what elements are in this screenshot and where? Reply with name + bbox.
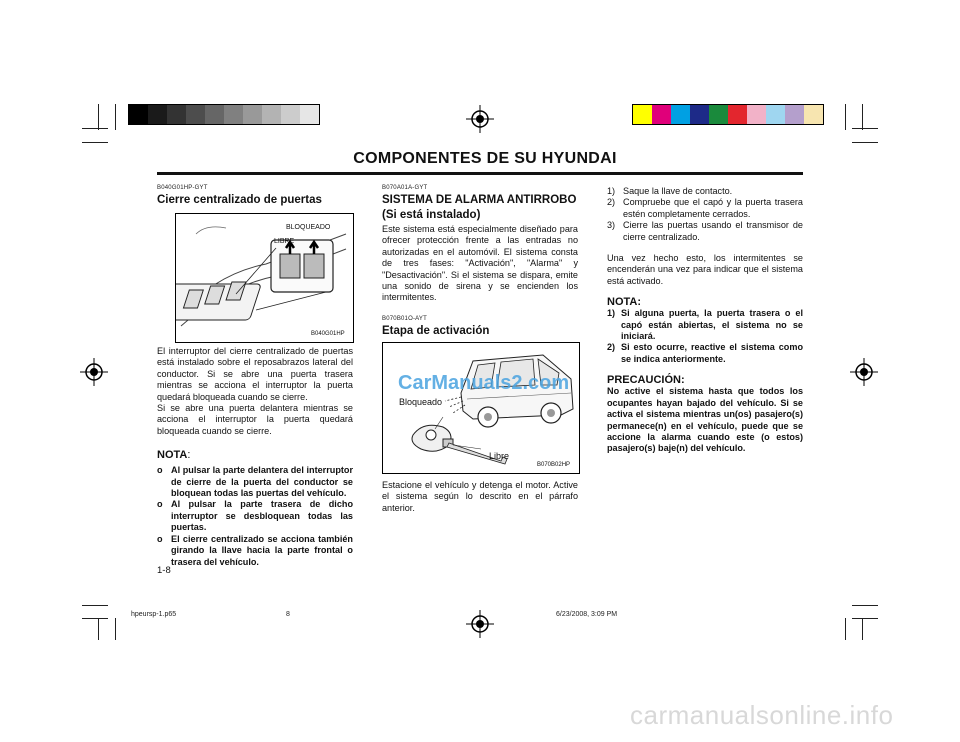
column-2	[382, 185, 578, 338]
list-item: 1) Saque la llave de contacto.	[607, 186, 733, 196]
crop-mark	[862, 104, 863, 130]
page-title: COMPONENTES DE SU HYUNDAI	[353, 150, 617, 167]
paragraph: Una vez hecho esto, los intermitentes se encenderán una vez para indicar que el sistema está activado.	[607, 253, 803, 286]
section-heading: Cierre centralizado de puertas	[157, 194, 322, 206]
section-heading: Etapa de activación	[382, 324, 490, 337]
list-item: 3) Cierre las puertas usando el transmisor de cierre centralizado.	[607, 220, 803, 242]
list-item: o Al pulsar la parte delantera del interruptor de cierre de la puerta del conductor se bloquean todas las puertas del vehículo.	[157, 465, 353, 499]
note-bullet-list	[157, 465, 353, 568]
locked-label: BLOQUEADO	[286, 224, 331, 231]
column-1	[157, 185, 353, 207]
footer-page: 8	[286, 611, 290, 618]
crop-mark	[115, 104, 116, 130]
caution-text: No active el sistema hasta que todos los ocupantes hayan bajado del vehículo. Si se activa el sistema mientras un(os) pasajero(s) permanece(n) en el vehículo, puede que se accione la alarma cuando este (o estos) pasajero(s) baje(n) del vehículo.	[607, 386, 803, 454]
crop-mark	[862, 618, 863, 640]
section-subheading: (Si está instalado)	[382, 209, 481, 221]
vehicle-and-key-illustration	[383, 343, 579, 473]
crop-mark	[852, 128, 878, 129]
color-swatch	[205, 105, 224, 124]
locked-label: Bloqueado	[399, 397, 443, 407]
door-lock-switch-figure	[175, 213, 354, 343]
paragraph: El interruptor del cierre centralizado de puertas está instalado sobre el reposabrazos lateral del conductor. Si se abre una puerta trasera mientras se acciona el interruptor la puerta quedará bloqueada cuando se cierre.	[157, 346, 353, 402]
color-swatch	[671, 105, 690, 124]
registration-mark-icon	[850, 358, 878, 386]
crop-mark	[845, 618, 846, 640]
grayscale-color-bar	[128, 104, 320, 125]
section-heading: SISTEMA DE ALARMA ANTIRROBO	[382, 194, 577, 206]
color-swatch	[690, 105, 709, 124]
note-list	[607, 308, 803, 365]
unlocked-label: LIBRE	[274, 238, 295, 245]
color-swatch	[129, 105, 148, 124]
crop-mark	[115, 618, 116, 640]
paragraph: Si se abre una puerta delantera mientras se acciona el interruptor la puerta quedará bloqueada cuando se cierre.	[157, 403, 353, 436]
figure-code: B070B02HP	[537, 462, 571, 468]
footer-file: hpeursp-1.p65	[131, 611, 177, 618]
color-swatch	[785, 105, 804, 124]
color-swatch	[804, 105, 823, 124]
color-swatch	[652, 105, 671, 124]
title-rule	[157, 172, 803, 175]
color-swatch	[167, 105, 186, 124]
watermark-url: carmanualsonline.info	[630, 700, 894, 730]
figure-code: B040G01HP	[311, 331, 345, 337]
footer-date: 6/23/2008, 3:09 PM	[556, 611, 618, 618]
list-item: 2) Si esto ocurre, reactive el sistema como se indica anteriormente.	[607, 342, 803, 364]
crop-mark	[98, 104, 99, 130]
registration-mark-icon	[466, 610, 494, 638]
paragraph: Estacione el vehículo y detenga el motor. Active el sistema según lo descrito en el párrafo anterior.	[382, 480, 578, 513]
registration-mark-icon	[80, 358, 108, 386]
section-code: B070A01A-GYT	[382, 185, 428, 191]
page-number: 1-8	[157, 565, 171, 576]
registration-mark-icon	[466, 105, 494, 133]
paragraph: Este sistema está especialmente diseñado para ofrecer protección frente a las entradas no autorizadas en el automóvil. El sistema consta de tres fases: "Activación", "Alarma" y "Desactivación". Si el sistema se dispara, emite una sonido de sirena y se encienden los intermitentes.	[382, 224, 578, 303]
list-item: 2) Compruebe que el capó y la puerta trasera estén completamente cerrados.	[607, 197, 803, 219]
color-swatch	[281, 105, 300, 124]
unlocked-label: Libre	[489, 451, 510, 461]
crop-mark	[852, 618, 878, 619]
column-3	[607, 186, 803, 455]
process-color-bar	[632, 104, 824, 125]
crop-mark	[82, 128, 108, 129]
list-item: o El cierre centralizado se acciona también girando la llave hacia la parte frontal o trasera del vehículo.	[157, 533, 353, 567]
color-swatch	[766, 105, 785, 124]
section-code: B070B01O-AYT	[382, 315, 427, 322]
color-swatch	[224, 105, 243, 124]
list-item: 1) Si alguna puerta, la puerta trasera o el capó están abiertas, el sistema no se iniciará.	[607, 308, 803, 342]
crop-mark	[82, 142, 108, 143]
list-item: o Al pulsar la parte trasera de dicho interruptor se desbloquean todas las puertas.	[157, 499, 353, 533]
caution-title: PRECAUCIÓN:	[607, 374, 685, 387]
crop-mark	[98, 618, 99, 640]
crop-mark	[845, 104, 846, 130]
color-swatch	[633, 105, 652, 124]
color-swatch	[300, 105, 319, 124]
color-swatch	[186, 105, 205, 124]
door-lock-switch-illustration	[176, 214, 353, 342]
section-code: B040G01HP-GYT	[157, 185, 208, 191]
color-swatch	[728, 105, 747, 124]
watermark-logo: CarManuals2.com	[398, 372, 570, 394]
color-swatch	[243, 105, 262, 124]
alarm-activation-figure	[382, 342, 580, 474]
color-swatch	[262, 105, 281, 124]
note-title: NOTA	[157, 449, 188, 462]
crop-mark	[82, 618, 108, 619]
note-colon: :	[187, 449, 191, 462]
crop-mark	[82, 605, 108, 606]
crop-mark	[852, 142, 878, 143]
crop-mark	[852, 605, 878, 606]
note-title: NOTA:	[607, 296, 642, 309]
column-1-text	[157, 346, 353, 568]
color-swatch	[148, 105, 167, 124]
color-swatch	[709, 105, 728, 124]
column-2-text	[382, 480, 578, 514]
activation-steps	[607, 186, 803, 243]
color-swatch	[747, 105, 766, 124]
